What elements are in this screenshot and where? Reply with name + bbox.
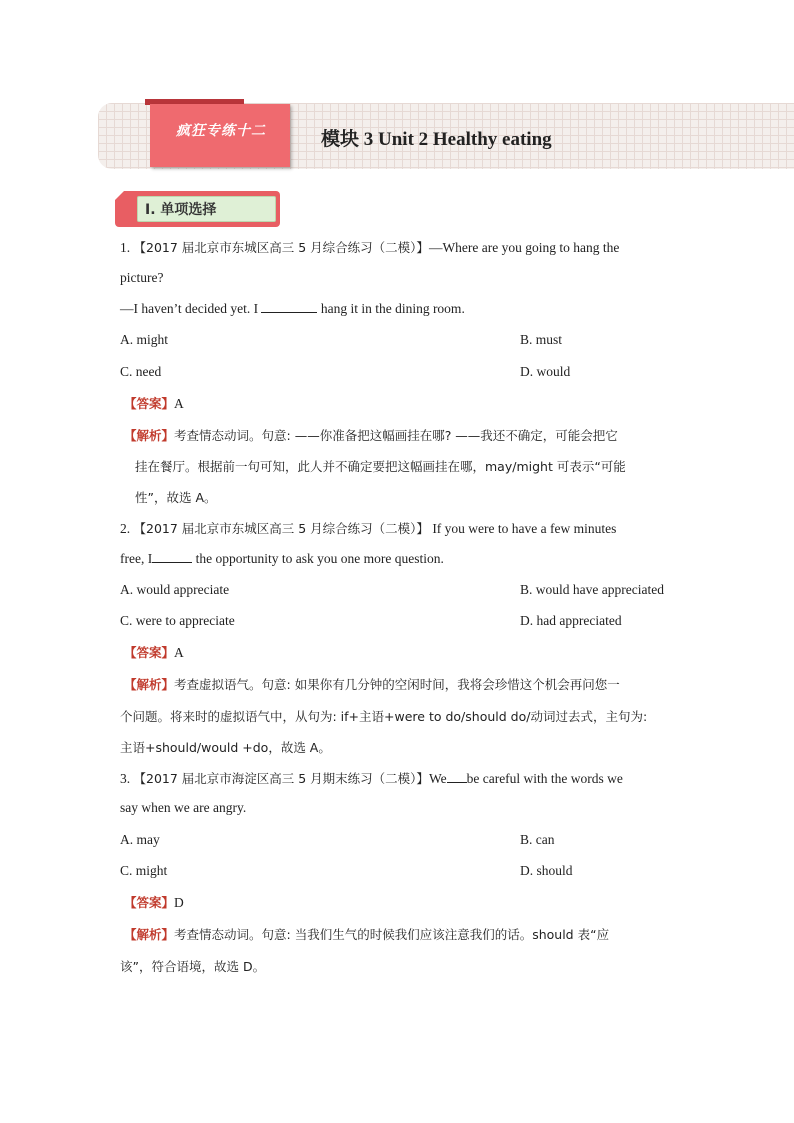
answer-line <box>124 644 184 662</box>
question-number: 2. <box>120 521 131 536</box>
question-stem: be careful with the words we <box>466 771 623 786</box>
option-a: A. might <box>120 332 169 347</box>
analysis-tag: 【解析】 <box>124 927 175 942</box>
answer-tag: 【答案】 <box>124 396 175 411</box>
analysis-tag: 【解析】 <box>124 428 175 443</box>
question-stem: the opportunity to ask you one more question. <box>192 551 444 566</box>
answer-blank <box>447 770 467 783</box>
answer-value: A <box>174 396 184 411</box>
option-b: B. can <box>520 832 555 847</box>
question-3-line-1 <box>120 770 623 788</box>
option-b: B. would have appreciated <box>520 582 664 597</box>
analysis-text: 考查情态动词。句意: 当我们生气的时候我们应该注意我们的话。should 表“应 <box>174 927 610 942</box>
question-2-line-2 <box>120 550 444 568</box>
question-number: 3. <box>120 771 131 786</box>
analysis-tag: 【解析】 <box>124 677 175 692</box>
option-d: D. had appreciated <box>520 613 622 628</box>
question-stem: If you were to have a few minutes <box>428 521 617 536</box>
option-c: C. were to appreciate <box>120 613 235 628</box>
question-2-line-1 <box>120 520 616 538</box>
question-1-line-1 <box>120 239 619 257</box>
analysis-text: 考查情态动词。句意: ——你准备把这幅画挂在哪? ——我还不确定，可能会把它 <box>174 428 618 443</box>
option-d: D. would <box>520 364 571 379</box>
analysis-line-1 <box>124 427 618 445</box>
page-title: 模块 3 Unit 2 Healthy eating <box>321 129 552 150</box>
question-stem: hang it in the dining room. <box>317 301 465 316</box>
question-1-line-2: picture? <box>120 270 164 285</box>
option-a: A. may <box>120 832 160 847</box>
question-source: 【2017 届北京市东城区高三 5 月综合练习（二模）】 <box>133 240 429 255</box>
analysis-line-3: 主语+should/would +do，故选 A。 <box>120 740 331 755</box>
analysis-line-1 <box>124 676 620 694</box>
question-stem: —Where are you going to hang the <box>428 240 620 255</box>
analysis-line-2: 个问题。将来时的虚拟语气中，从句为: if+主语+were to do/should do/动词过去式，主句为: <box>120 709 648 724</box>
answer-blank <box>152 550 192 563</box>
analysis-line-3: 性”，故选 A。 <box>135 490 217 505</box>
option-a: A. would appreciate <box>120 582 230 597</box>
answer-tag: 【答案】 <box>124 895 175 910</box>
option-d: D. should <box>520 863 573 878</box>
question-stem: —I haven’t decided yet. I <box>120 301 262 316</box>
answer-tag: 【答案】 <box>124 645 175 660</box>
answer-line <box>124 395 184 413</box>
analysis-line-2: 挂在餐厅。根据前一句可知，此人并不确定要把这幅画挂在哪，may/might 可表示“可能 <box>135 459 626 474</box>
section-heading <box>115 191 280 227</box>
option-c: C. need <box>120 364 162 379</box>
question-source: 【2017 届北京市东城区高三 5 月综合练习（二模）】 <box>133 521 429 536</box>
question-1-line-3 <box>120 300 465 318</box>
question-number: 1. <box>120 240 131 255</box>
question-3-line-2: say when we are angry. <box>120 800 247 815</box>
ribbon-label: 疯狂专练十二 <box>176 123 266 139</box>
answer-value: A <box>174 645 184 660</box>
analysis-line-2: 该”，符合语境，故选 D。 <box>120 959 266 974</box>
option-c: C. might <box>120 863 168 878</box>
question-source: 【2017 届北京市海淀区高三 5 月期末练习（二模）】 <box>133 771 429 786</box>
answer-value: D <box>174 895 184 910</box>
question-stem: free, I <box>120 551 153 566</box>
analysis-text: 考查虚拟语气。句意: 如果你有几分钟的空闲时间，我将会珍惜这个机会再问您一 <box>174 677 620 692</box>
answer-blank <box>261 300 317 313</box>
question-stem: We <box>428 771 447 786</box>
answer-line <box>124 894 184 912</box>
analysis-line-1 <box>124 926 609 944</box>
section-heading-notch <box>115 191 124 200</box>
section-heading-label: Ⅰ. 单项选择 <box>145 202 217 218</box>
option-b: B. must <box>520 332 563 347</box>
